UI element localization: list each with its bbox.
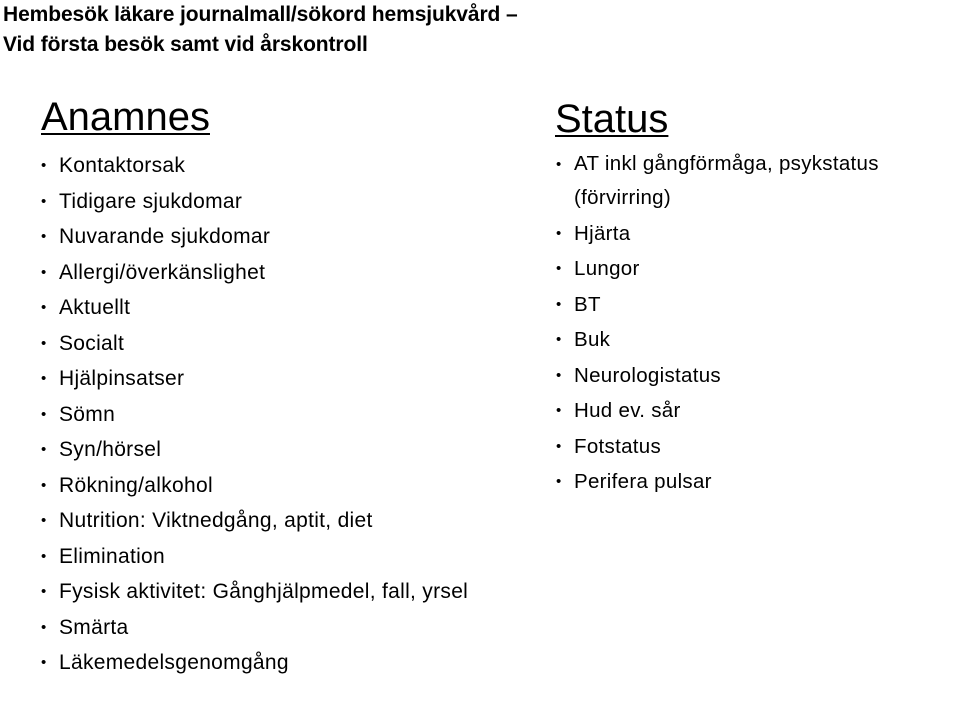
- status-list: [555, 147, 960, 500]
- list-item-text: Elimination: [59, 544, 166, 568]
- list-item-text: Syn/hörsel: [59, 438, 162, 461]
- status-section: [555, 94, 960, 500]
- bullet-icon: •: [556, 224, 562, 242]
- list-item-text: Tidigare sjukdomar: [59, 189, 243, 213]
- bullet-icon: •: [41, 405, 47, 423]
- list-item: [40, 326, 520, 362]
- list-item: [40, 645, 520, 681]
- bullet-icon: •: [556, 473, 562, 490]
- document-title-line-2: Vid första besök samt vid årskontroll: [3, 33, 368, 56]
- bullet-icon: •: [41, 192, 47, 210]
- list-item-text: Allergi/överkänslighet: [59, 260, 266, 284]
- list-item: [555, 147, 960, 216]
- bullet-icon: •: [556, 402, 562, 419]
- list-item: [40, 148, 520, 184]
- list-item: [40, 539, 520, 575]
- list-item-text: Läkemedelsgenomgång: [59, 651, 289, 674]
- anamnes-list: [40, 148, 520, 681]
- list-item: [555, 358, 960, 394]
- list-item: [555, 429, 960, 465]
- list-item-text: Socialt: [59, 331, 125, 355]
- list-item-text: Rökning/alkohol: [59, 473, 213, 497]
- anamnes-section: [40, 92, 520, 681]
- list-item-text: Fysisk aktivitet: Gånghjälpmedel, fall, yrsel: [59, 580, 469, 603]
- list-item-text: Perifera pulsar: [574, 470, 712, 493]
- list-item: [555, 287, 960, 323]
- bullet-icon: •: [556, 366, 562, 384]
- list-item-text: AT inkl gångförmåga, psykstatus (förvirring): [574, 152, 879, 209]
- bullet-icon: •: [41, 370, 47, 387]
- list-item: [555, 322, 960, 358]
- bullet-icon: •: [41, 512, 47, 529]
- list-item: [40, 610, 520, 646]
- list-item-text: Kontaktorsak: [59, 154, 186, 177]
- list-item-text: Neurologistatus: [574, 363, 721, 387]
- list-item: [555, 251, 960, 287]
- list-item: [40, 503, 520, 539]
- bullet-icon: •: [41, 618, 47, 636]
- list-item: [40, 574, 520, 610]
- bullet-icon: •: [41, 334, 47, 352]
- list-item-text: Sömn: [59, 402, 116, 426]
- list-item: [555, 464, 960, 500]
- bullet-icon: •: [41, 157, 47, 174]
- bullet-icon: •: [556, 260, 562, 277]
- bullet-icon: •: [556, 437, 562, 455]
- bullet-icon: •: [556, 295, 562, 313]
- anamnes-heading: Anamnes: [41, 95, 210, 139]
- list-item-text: BT: [574, 292, 601, 316]
- list-item: [40, 219, 520, 255]
- list-item-text: Hjälpinsatser: [59, 367, 185, 390]
- bullet-icon: •: [41, 299, 47, 316]
- list-item-text: Nuvarande sjukdomar: [59, 225, 271, 248]
- list-item-text: Lungor: [574, 257, 640, 280]
- document-title-line-1: Hembesök läkare journalmall/sökord hemsjukvård –: [3, 3, 518, 26]
- bullet-icon: •: [41, 228, 47, 245]
- list-item: [40, 290, 520, 326]
- list-item: [40, 361, 520, 397]
- list-item-text: Nutrition: Viktnedgång, aptit, diet: [59, 509, 373, 532]
- document-title: [3, 0, 518, 60]
- list-item: [555, 216, 960, 252]
- bullet-icon: •: [41, 476, 47, 494]
- bullet-icon: •: [41, 654, 47, 671]
- list-item: [40, 397, 520, 433]
- list-item-text: Hud ev. sår: [574, 399, 681, 422]
- bullet-icon: •: [41, 583, 47, 600]
- status-heading: Status: [555, 97, 669, 141]
- list-item-text: Hjärta: [574, 221, 631, 245]
- bullet-icon: •: [41, 441, 47, 458]
- list-item: [555, 393, 960, 429]
- bullet-icon: •: [556, 331, 562, 348]
- list-item-text: Aktuellt: [59, 296, 131, 319]
- list-item-text: Smärta: [59, 615, 129, 639]
- list-item-text: Fotstatus: [574, 434, 662, 458]
- list-item-text: Buk: [574, 328, 611, 351]
- bullet-icon: •: [41, 263, 47, 281]
- list-item: [40, 432, 520, 468]
- list-item: [40, 184, 520, 220]
- bullet-icon: •: [556, 156, 562, 173]
- bullet-icon: •: [41, 547, 47, 565]
- list-item: [40, 255, 520, 291]
- list-item: [40, 468, 520, 504]
